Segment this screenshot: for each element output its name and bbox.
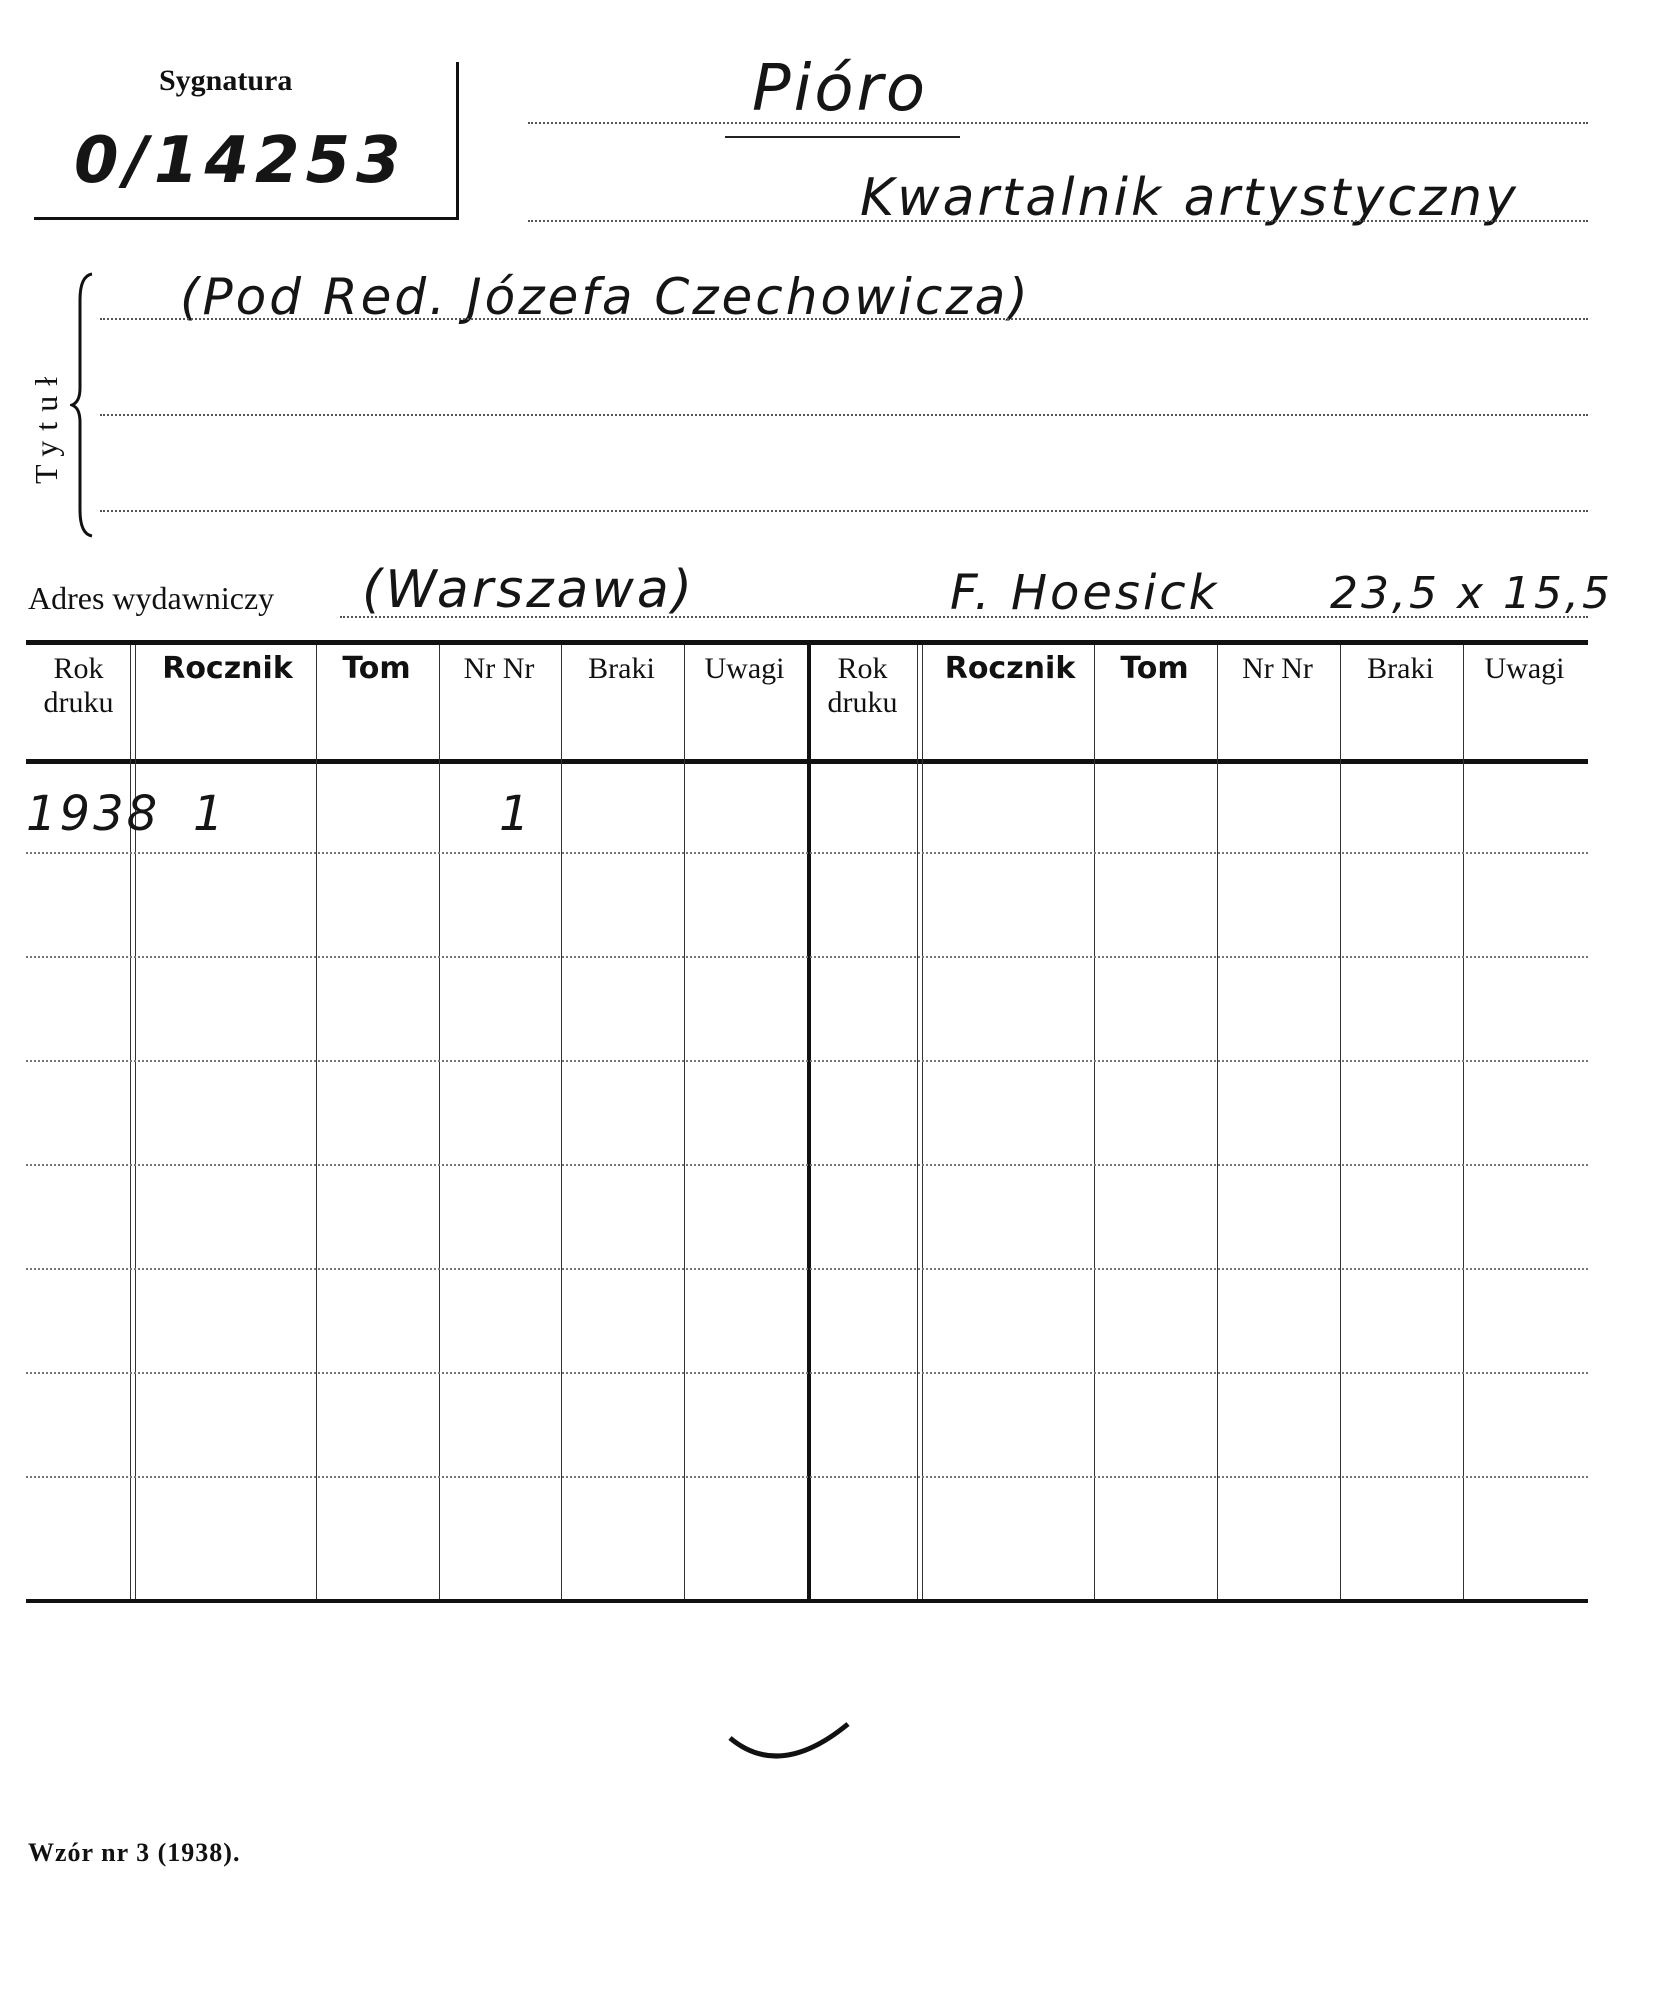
table-column-line (439, 645, 440, 1599)
sygnatura-value: 0/14253 (74, 124, 407, 198)
table-cell: 1938 (26, 786, 161, 842)
tytul-dotline-3 (100, 510, 1588, 512)
table-column-line (684, 645, 685, 1599)
table-header-cell: Nr Nr (1242, 652, 1313, 685)
tytul-brace (70, 270, 100, 540)
title-handwritten: Pióro (752, 52, 928, 126)
sygnatura-box-right-border (456, 62, 459, 220)
table-header-cell: Uwagi (1484, 652, 1565, 685)
table-column-line (1094, 645, 1095, 1599)
sygnatura-label: Sygnatura (159, 64, 293, 97)
tytul-dotline-2 (100, 414, 1588, 416)
adres-label: Adres wydawniczy (28, 580, 275, 616)
table-header-cell: Uwagi (704, 652, 785, 685)
table-cell: 1 (499, 786, 533, 842)
table-column-line (561, 645, 562, 1599)
table-double-line-right-b (922, 645, 923, 1599)
table-row-dotline (26, 1060, 1588, 1062)
tytul-line-1: (Pod Red. Józefa Czechowicza) (180, 268, 1031, 326)
table-row-dotline (26, 1372, 1588, 1374)
table-column-line (1217, 645, 1218, 1599)
tytul-dotline-1 (100, 318, 1588, 320)
table-column-line (316, 645, 317, 1599)
sygnatura-box (34, 62, 459, 220)
table-header-cell: Rok druku (43, 652, 114, 719)
table-header-cell: Rocznik (944, 651, 1076, 686)
table-header-cell: Tom (1120, 651, 1189, 686)
tytul-vertical-label: Tytuł (28, 366, 64, 484)
table-header-cell: Braki (1367, 652, 1434, 685)
table-row-dotline (26, 1164, 1588, 1166)
table-center-divider (807, 640, 811, 1603)
table-row-dotline (26, 1268, 1588, 1270)
sygnatura-box-bottom-border (34, 217, 459, 220)
decorative-curve (720, 1720, 860, 1780)
table-row-dotline (26, 852, 1588, 854)
subtitle-handwritten: Kwartalnik artystyczny (860, 168, 1519, 228)
holdings-table (26, 640, 1588, 1603)
title-dotline-1 (528, 122, 1588, 124)
table-cell: 1 (193, 786, 227, 842)
form-label: Wzór nr 3 (1938). (28, 1838, 241, 1867)
adres-size: 23,5 x 15,5 (1330, 568, 1613, 619)
adres-city: (Warszawa) (362, 560, 696, 620)
table-header-cell: Nr Nr (463, 652, 535, 685)
table-header-cell: Rocznik (162, 651, 293, 686)
adres-dotline (340, 616, 1588, 618)
table-row-dotline (26, 956, 1588, 958)
table-header-cell: Braki (588, 652, 655, 685)
adres-publisher: F. Hoesick (950, 565, 1220, 621)
table-row-dotline (26, 1476, 1588, 1478)
table-column-line (1340, 645, 1341, 1599)
subtitle-dotline (528, 220, 1588, 222)
table-header-cell: Tom (342, 651, 411, 686)
table-double-line-right-a (917, 645, 918, 1599)
title-underline (725, 136, 960, 138)
table-column-line (1463, 645, 1464, 1599)
table-header-cell: Rok druku (827, 652, 898, 719)
